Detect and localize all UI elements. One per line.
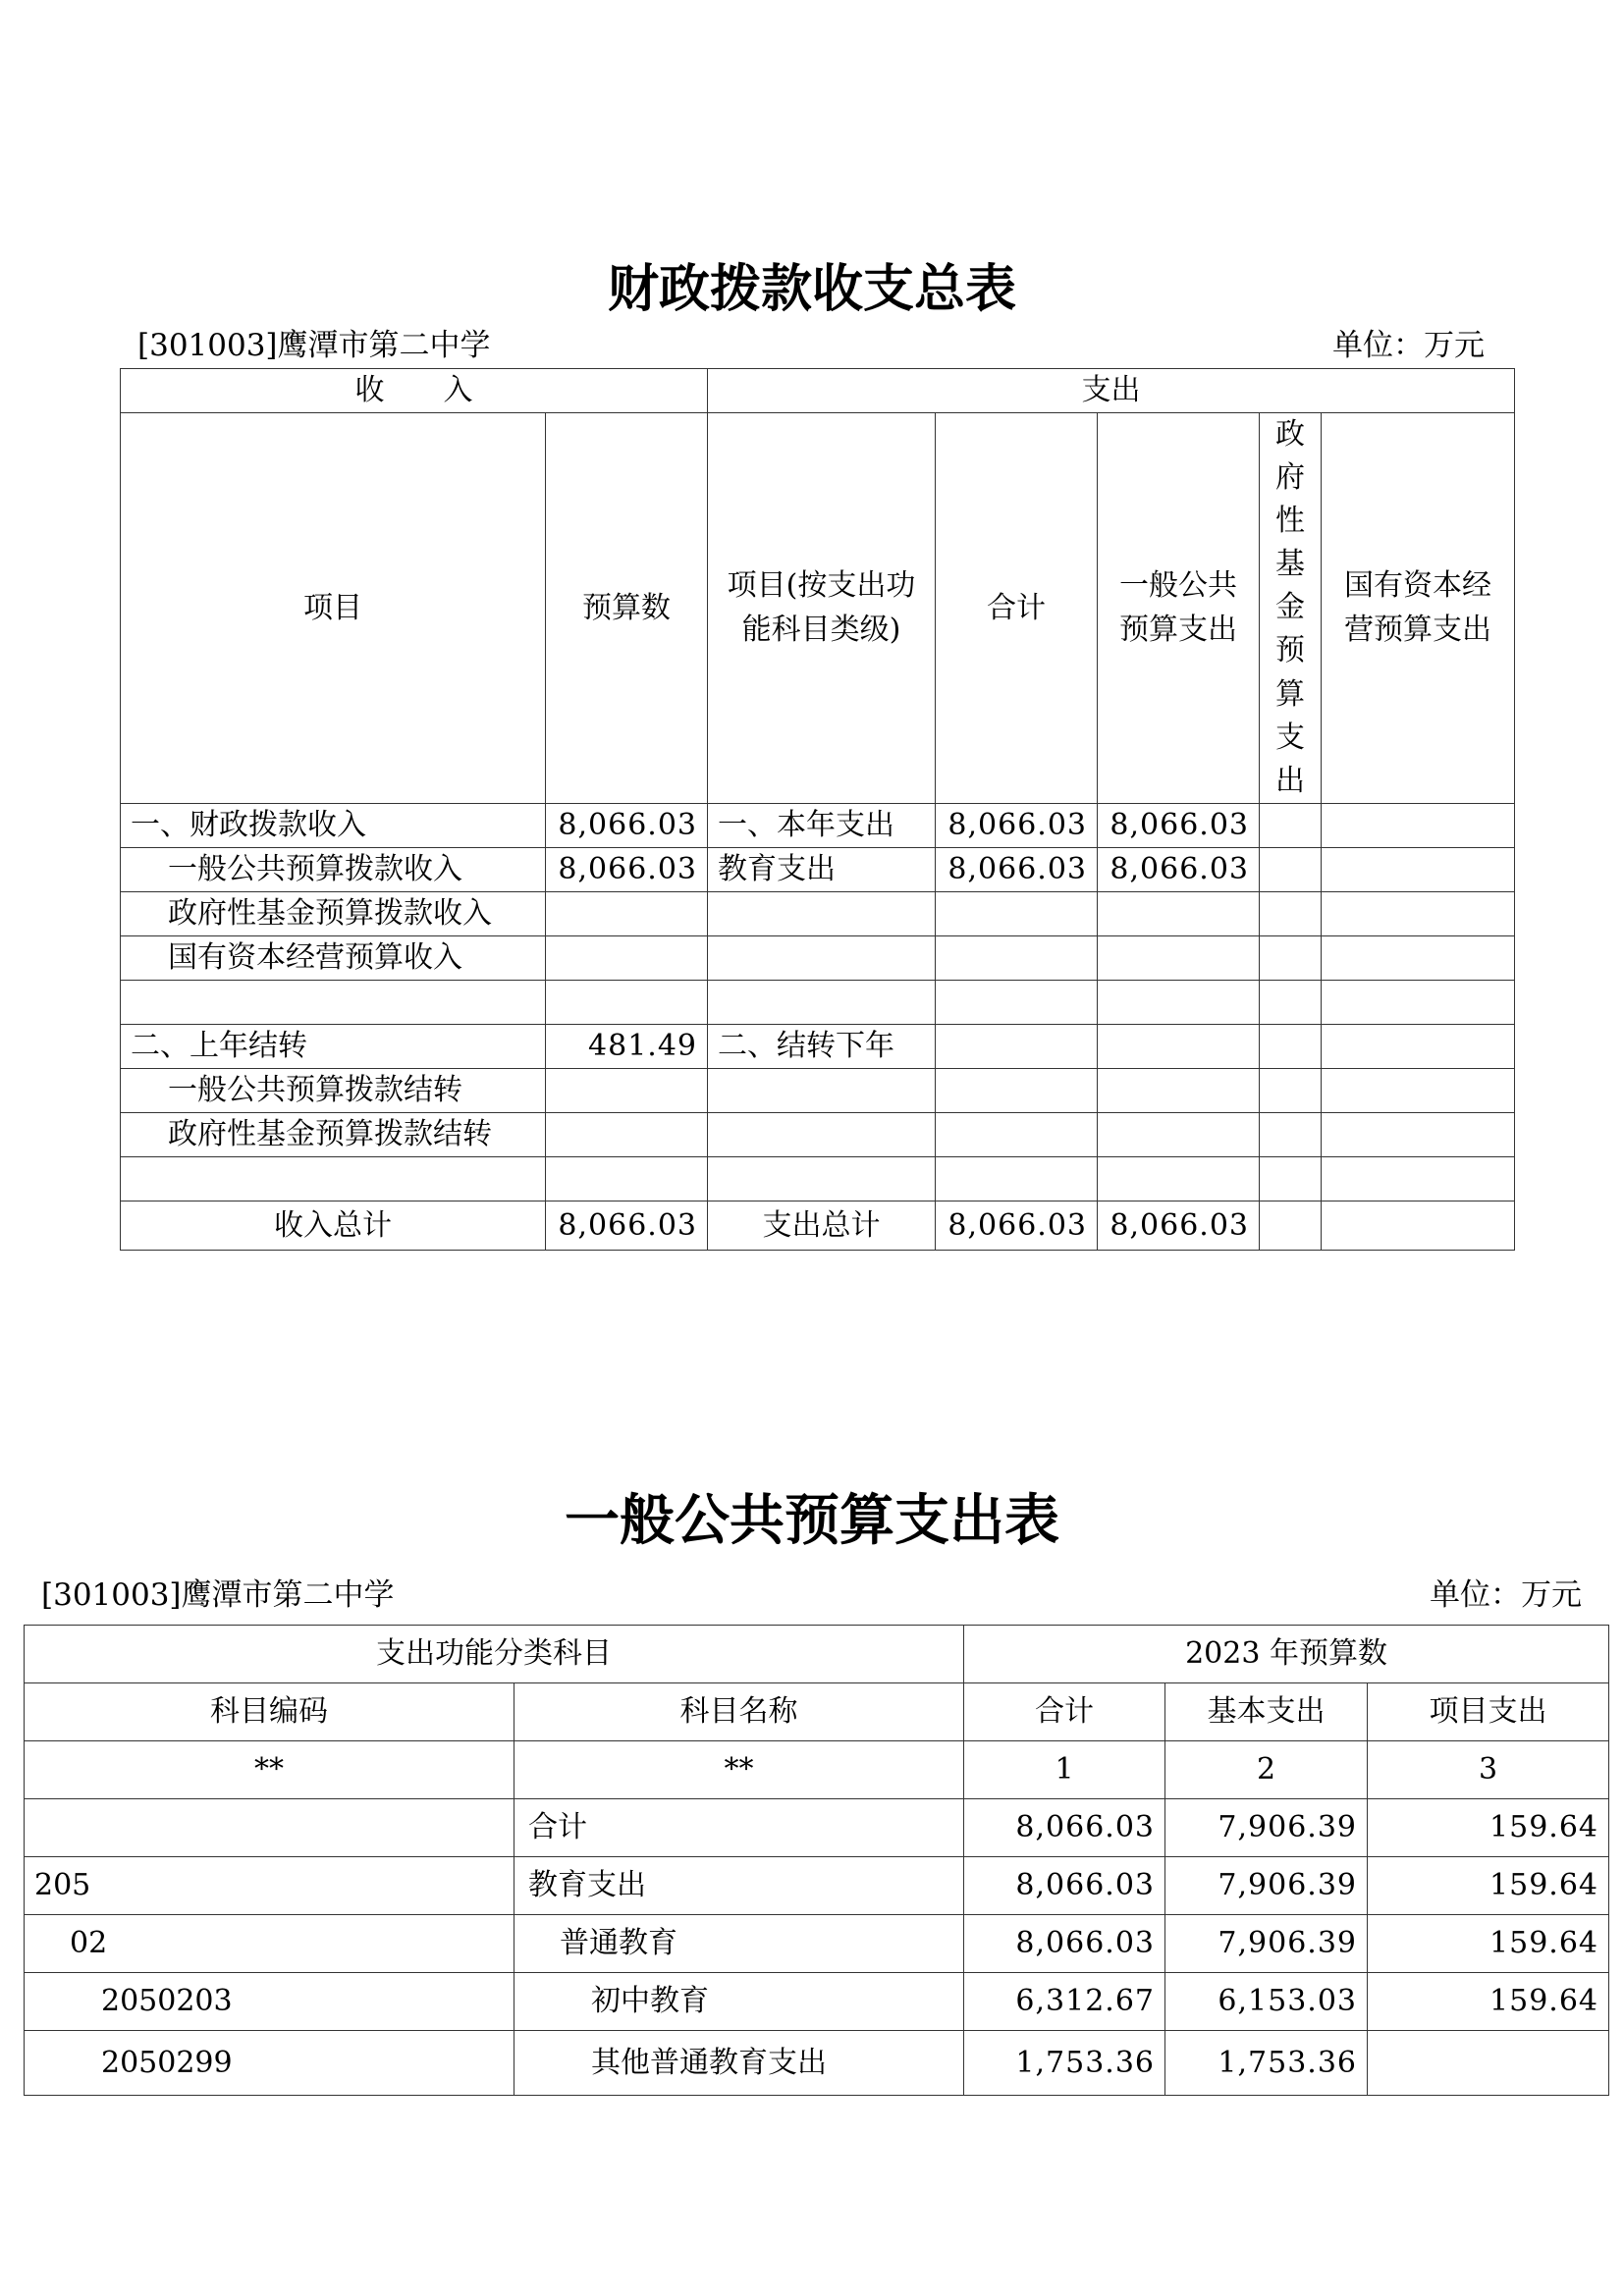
page-title-general-budget: 一般公共预算支出表 <box>565 1489 1059 1553</box>
cell-project: 159.64 <box>1368 1799 1609 1857</box>
total-row <box>121 1201 1515 1250</box>
cell-total: 6,312.67 <box>964 1973 1165 2031</box>
org-label: [301003]鹰潭市第二中学 <box>41 1577 395 1613</box>
table-row <box>121 803 1515 847</box>
table-row <box>25 1915 1609 1973</box>
cell-exp-item: 教育支出 <box>708 847 936 891</box>
header-income-budget: 预算数 <box>546 413 708 804</box>
cell-total: 8,066.03 <box>964 1799 1165 1857</box>
cell-name: 其他普通教育支出 <box>514 2031 964 2096</box>
cell-general <box>1098 891 1260 935</box>
table-row <box>25 2031 1609 2096</box>
cell-project: 159.64 <box>1368 1973 1609 2031</box>
table-row <box>121 847 1515 891</box>
cell-code: 02 <box>25 1915 514 1973</box>
header-code: 科目编码 <box>25 1683 514 1741</box>
header-expense-item: 项目(按支出功能科目类级) <box>708 413 936 804</box>
cell-general <box>1098 1068 1260 1112</box>
cell-state <box>1322 1024 1515 1068</box>
cell-total: 1,753.36 <box>964 2031 1165 2096</box>
cell-basic: 7,906.39 <box>1165 1799 1368 1857</box>
page-title-fiscal-summary: 财政拨款收支总表 <box>607 260 1016 319</box>
index-name: ** <box>514 1741 964 1799</box>
cell-total: 8,066.03 <box>936 1201 1098 1250</box>
index-code: ** <box>25 1741 514 1799</box>
cell-state <box>1322 1201 1515 1250</box>
cell-basic: 7,906.39 <box>1165 1915 1368 1973</box>
cell-general: 8,066.03 <box>1098 803 1260 847</box>
cell-fund <box>1260 1156 1322 1201</box>
cell-total <box>936 1024 1098 1068</box>
cell-exp-item <box>708 935 936 980</box>
fiscal-summary-table <box>120 368 1515 1251</box>
index-project: 3 <box>1368 1741 1609 1799</box>
cell-state <box>1322 935 1515 980</box>
cell-state <box>1322 980 1515 1024</box>
cell-total <box>936 980 1098 1024</box>
cell-general <box>1098 1156 1260 1201</box>
header-project: 项目支出 <box>1368 1683 1609 1741</box>
cell-budget <box>546 1068 708 1112</box>
cell-name: 普通教育 <box>514 1915 964 1973</box>
cell-project: 159.64 <box>1368 1915 1609 1973</box>
cell-exp-item <box>708 891 936 935</box>
cell-exp-item <box>708 980 936 1024</box>
table-row <box>121 1068 1515 1112</box>
cell-total: 8,066.03 <box>936 803 1098 847</box>
cell-general <box>1098 1112 1260 1156</box>
cell-basic: 6,153.03 <box>1165 1973 1368 2031</box>
header-budget-year: 2023 年预算数 <box>964 1626 1609 1683</box>
cell-project <box>1368 2031 1609 2096</box>
org-label: [301003]鹰潭市第二中学 <box>137 328 491 363</box>
cell-fund <box>1260 847 1322 891</box>
cell-budget: 481.49 <box>546 1024 708 1068</box>
cell-total: 8,066.03 <box>964 1857 1165 1915</box>
cell-fund <box>1260 1024 1322 1068</box>
cell-total: 8,066.03 <box>964 1915 1165 1973</box>
cell-item: 二、上年结转 <box>121 1024 546 1068</box>
table-row <box>121 1156 1515 1201</box>
cell-general <box>1098 935 1260 980</box>
cell-item: 政府性基金预算拨款结转 <box>121 1112 546 1156</box>
cell-total <box>936 935 1098 980</box>
header-income-item: 项目 <box>121 413 546 804</box>
header-name: 科目名称 <box>514 1683 964 1741</box>
header-fund-budget: 政府性基金预算支出 <box>1260 413 1322 804</box>
header-category: 支出功能分类科目 <box>25 1626 964 1683</box>
cell-exp-item: 支出总计 <box>708 1201 936 1250</box>
cell-exp-item <box>708 1112 936 1156</box>
cell-name: 合计 <box>514 1799 964 1857</box>
cell-general: 8,066.03 <box>1098 847 1260 891</box>
cell-budget: 8,066.03 <box>546 803 708 847</box>
cell-item: 政府性基金预算拨款收入 <box>121 891 546 935</box>
cell-basic: 7,906.39 <box>1165 1857 1368 1915</box>
cell-budget <box>546 935 708 980</box>
table-row <box>25 1857 1609 1915</box>
cell-code: 2050299 <box>25 2031 514 2096</box>
cell-budget: 8,066.03 <box>546 1201 708 1250</box>
cell-total <box>936 1156 1098 1201</box>
cell-code: 205 <box>25 1857 514 1915</box>
table-row <box>25 1799 1609 1857</box>
cell-state <box>1322 1156 1515 1201</box>
cell-fund <box>1260 803 1322 847</box>
index-basic: 2 <box>1165 1741 1368 1799</box>
cell-budget <box>546 980 708 1024</box>
unit-label: 单位：万元 <box>1332 328 1485 363</box>
header-expense: 支出 <box>708 369 1515 413</box>
cell-fund <box>1260 1112 1322 1156</box>
unit-label: 单位：万元 <box>1430 1577 1582 1613</box>
cell-state <box>1322 891 1515 935</box>
general-budget-expense-table <box>24 1625 1609 2096</box>
cell-general <box>1098 1024 1260 1068</box>
cell-item: 国有资本经营预算收入 <box>121 935 546 980</box>
cell-item: 一般公共预算拨款收入 <box>121 847 546 891</box>
cell-total: 8,066.03 <box>936 847 1098 891</box>
cell-exp-item <box>708 1156 936 1201</box>
cell-budget <box>546 891 708 935</box>
cell-fund <box>1260 891 1322 935</box>
cell-exp-item: 二、结转下年 <box>708 1024 936 1068</box>
table-row <box>121 1024 1515 1068</box>
cell-project: 159.64 <box>1368 1857 1609 1915</box>
cell-item <box>121 1156 546 1201</box>
header-expense-total: 合计 <box>936 413 1098 804</box>
table-row <box>121 980 1515 1024</box>
header-total: 合计 <box>964 1683 1165 1741</box>
cell-general: 8,066.03 <box>1098 1201 1260 1250</box>
cell-item: 一、财政拨款收入 <box>121 803 546 847</box>
header-general-budget: 一般公共预算支出 <box>1098 413 1260 804</box>
cell-fund <box>1260 1068 1322 1112</box>
cell-state <box>1322 847 1515 891</box>
cell-budget <box>546 1112 708 1156</box>
cell-total <box>936 1068 1098 1112</box>
cell-total <box>936 891 1098 935</box>
cell-code: 2050203 <box>25 1973 514 2031</box>
header-basic: 基本支出 <box>1165 1683 1368 1741</box>
cell-code <box>25 1799 514 1857</box>
table-row <box>121 1112 1515 1156</box>
cell-item: 收入总计 <box>121 1201 546 1250</box>
cell-item <box>121 980 546 1024</box>
cell-fund <box>1260 1201 1322 1250</box>
cell-state <box>1322 1068 1515 1112</box>
cell-state <box>1322 803 1515 847</box>
cell-budget <box>546 1156 708 1201</box>
table-row <box>25 1973 1609 2031</box>
cell-exp-item: 一、本年支出 <box>708 803 936 847</box>
cell-exp-item <box>708 1068 936 1112</box>
cell-name: 初中教育 <box>514 1973 964 2031</box>
header-income: 收 入 <box>121 369 708 413</box>
cell-budget: 8,066.03 <box>546 847 708 891</box>
table-row <box>121 935 1515 980</box>
cell-state <box>1322 1112 1515 1156</box>
cell-fund <box>1260 980 1322 1024</box>
cell-basic: 1,753.36 <box>1165 2031 1368 2096</box>
cell-name: 教育支出 <box>514 1857 964 1915</box>
cell-total <box>936 1112 1098 1156</box>
index-total: 1 <box>964 1741 1165 1799</box>
cell-item: 一般公共预算拨款结转 <box>121 1068 546 1112</box>
cell-general <box>1098 980 1260 1024</box>
header-state-capital: 国有资本经营预算支出 <box>1322 413 1515 804</box>
table-row <box>121 891 1515 935</box>
cell-fund <box>1260 935 1322 980</box>
